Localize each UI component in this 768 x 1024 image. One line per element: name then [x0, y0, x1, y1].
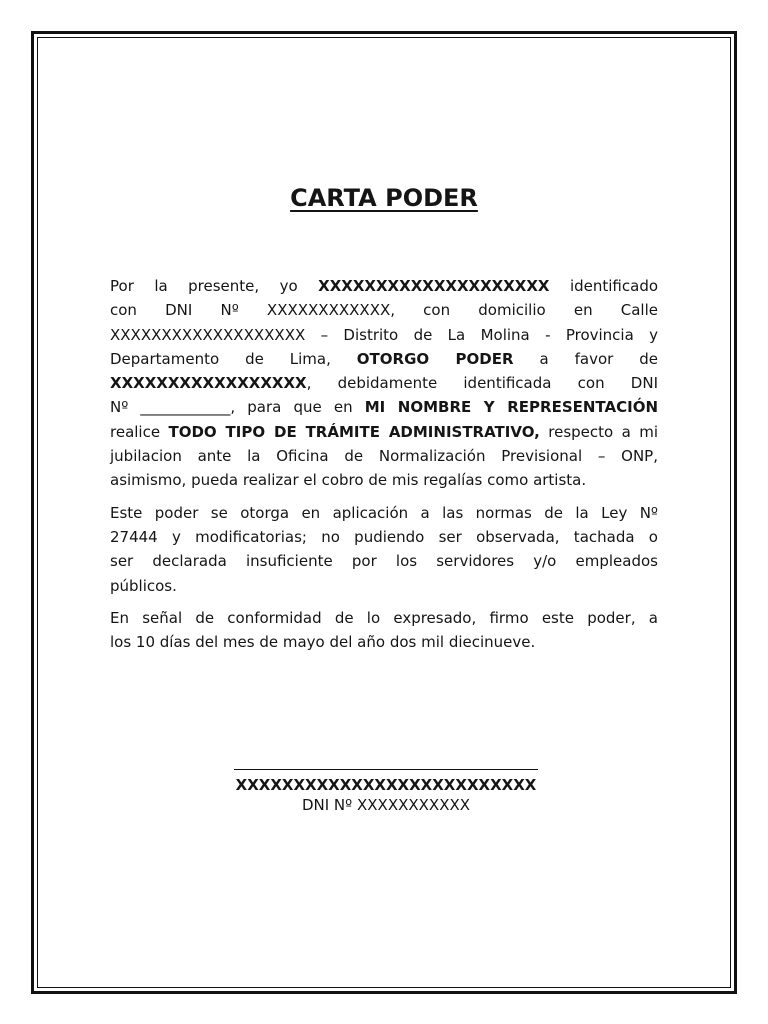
paragraph-1: [110, 274, 658, 493]
bold-text-run: XXXXXXXXXXXXXXXXXXXX: [318, 277, 550, 295]
text-run: públicos.: [110, 576, 177, 595]
text-run: 27444 y modificatorias; no pudiendo ser observada, tachada o: [110, 527, 658, 546]
paragraph-line: [110, 606, 658, 630]
text-run: asimismo, pueda realizar el cobro de mis regalías como artista.: [110, 471, 587, 490]
paragraph-line: [110, 274, 658, 298]
text-run: ser declarada insuficiente por los servidores y/o empleados: [110, 552, 658, 571]
bold-text-run: OTORGO PODER: [356, 349, 514, 368]
text-run: realice: [110, 422, 169, 441]
text-run: con DNI Nº XXXXXXXXXXXX, con domicilio en Calle: [110, 301, 658, 320]
document-title: [0, 182, 768, 214]
paragraph-line: [110, 501, 658, 525]
text-run: Por la presente, yo: [110, 277, 319, 295]
bold-text-run: MI NOMBRE Y REPRESENTACIÓN: [364, 398, 658, 417]
paragraph-line: [110, 525, 658, 549]
paragraph-line: [110, 420, 658, 444]
document-body: [110, 274, 658, 662]
bold-text-run: TODO TIPO DE TRÁMITE ADMINISTRATIVO,: [168, 422, 540, 441]
text-run: Nº ____________, para que en: [110, 398, 365, 417]
paragraph-line: [110, 298, 658, 322]
paragraph-line: [110, 574, 658, 598]
text-run: , debidamente identificada con DNI: [306, 374, 658, 393]
paragraph-line: [110, 630, 658, 654]
text-run: los 10 días del mes de mayo del año dos mil diecinueve.: [110, 633, 536, 652]
paragraph-line: [110, 468, 658, 492]
document-title-text: CARTA PODER: [290, 184, 478, 212]
text-run: XXXXXXXXXXXXXXXXXXX – Distrito de La Molina - Provincia y: [110, 325, 658, 344]
paragraph-2: [110, 501, 658, 598]
text-run: Este poder se otorga en aplicación a las normas de la Ley Nº: [110, 503, 658, 522]
paragraph-line: [110, 444, 658, 468]
bold-text-run: XXXXXXXXXXXXXXXXX: [110, 374, 307, 393]
paragraph-line: [110, 371, 658, 395]
signature-dni: DNI Nº XXXXXXXXXXX: [301, 796, 471, 814]
paragraph-line: [110, 323, 658, 347]
signature-name: XXXXXXXXXXXXXXXXXXXXXXXXXX: [235, 776, 537, 794]
text-run: En señal de conformidad de lo expresado, firmo este poder, a: [110, 608, 658, 627]
text-run: jubilacion ante la Oficina de Normalización Previsional – ONP,: [110, 447, 658, 466]
paragraph-3: [110, 606, 658, 655]
paragraph-line: [110, 395, 658, 419]
text-run: Departamento de Lima,: [110, 349, 357, 368]
text-run: a favor de: [513, 349, 658, 368]
signature-block: [234, 769, 538, 815]
text-run: respecto a mi: [539, 422, 658, 441]
paragraph-line: [110, 549, 658, 573]
text-run: identificado: [549, 277, 659, 295]
paragraph-line: [110, 347, 658, 371]
